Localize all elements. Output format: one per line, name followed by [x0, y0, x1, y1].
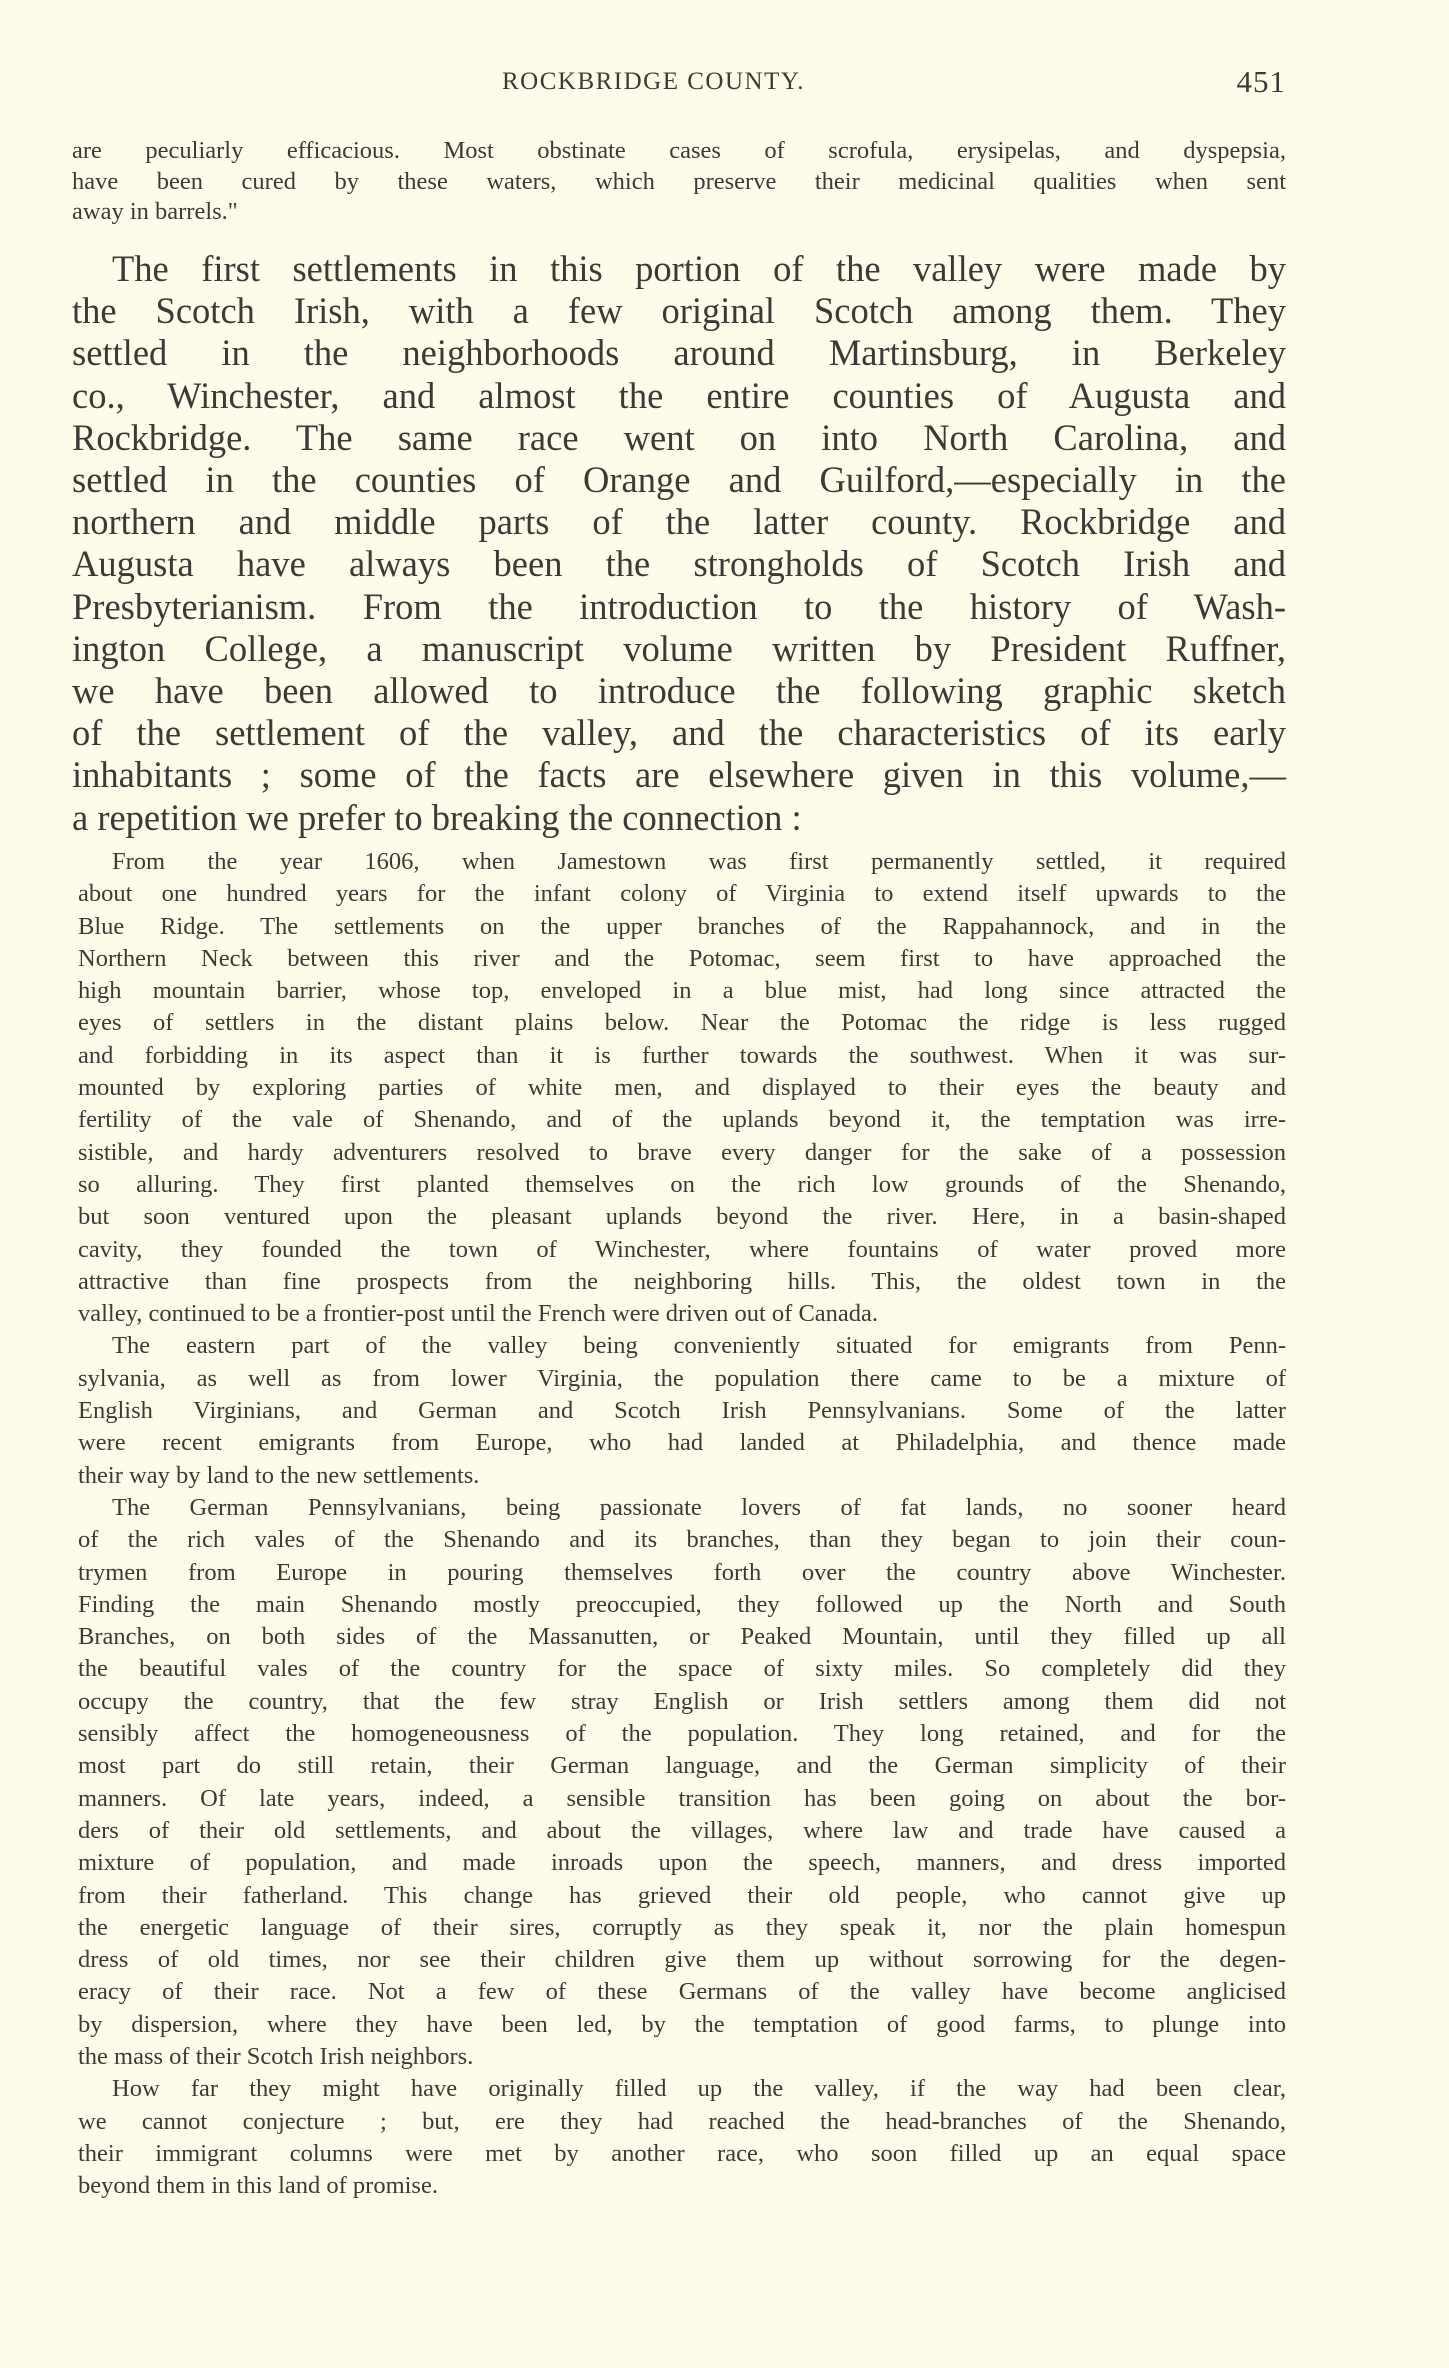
text-line: Northern Neck between this river and the Potomac, seem first to have approached the — [78, 944, 1286, 972]
page-number: 451 — [1236, 64, 1286, 99]
quote-paragraph-4 — [78, 2073, 1286, 2202]
text-line: How far they might have originally filled up the valley, if the way had been clear, — [112, 2075, 1286, 2103]
text-line: The German Pennsylvanians, being passionate lovers of fat lands, no sooner heard — [112, 1493, 1286, 1521]
text-line: trymen from Europe in pouring themselves forth over the country above Winchester. — [78, 1558, 1286, 1586]
text-line: inhabitants ; some of the facts are elsewhere given in this volume,— — [72, 754, 1286, 796]
running-title: ROCKBRIDGE COUNTY. — [502, 68, 805, 95]
text-line: The eastern part of the valley being conveniently situated for emigrants from Penn- — [112, 1332, 1286, 1360]
quote-paragraph-1 — [78, 846, 1286, 1330]
text-line: Branches, on both sides of the Massanutten, or Peaked Mountain, until they filled up all — [78, 1623, 1286, 1651]
text-line: Presbyterianism. From the introduction to the history of Wash- — [72, 585, 1286, 627]
text-line: away in barrels." — [72, 198, 238, 225]
text-line: attractive than fine prospects from the neighboring hills. This, the oldest town in the — [78, 1267, 1286, 1295]
text-line: the Scotch Irish, with a few original Scotch among them. They — [72, 290, 1286, 332]
text-line: From the year 1606, when Jamestown was first permanently settled, it required — [112, 848, 1286, 875]
text-line: sensibly affect the homogeneousness of the population. They long retained, and for the — [78, 1720, 1286, 1748]
text-line: mounted by exploring parties of white men, and displayed to their eyes the beauty and — [78, 1074, 1286, 1102]
text-line: eyes of settlers in the distant plains below. Near the Potomac the ridge is less rugged — [78, 1009, 1286, 1037]
text-line: Augusta have always been the strongholds of Scotch Irish and — [72, 543, 1286, 585]
text-line: of the rich vales of the Shenando and its branches, than they began to join their coun- — [78, 1526, 1286, 1554]
text-line: eracy of their race. Not a few of these Germans of the valley have become anglicised — [78, 1978, 1286, 2006]
text-line: beyond them in this land of promise. — [78, 2172, 438, 2200]
text-line: Finding the main Shenando mostly preoccupied, they followed up the North and South — [78, 1590, 1286, 1618]
text-line: their way by land to the new settlements. — [78, 1461, 480, 1489]
text-line: most part do still retain, their German language, and the German simplicity of their — [78, 1752, 1286, 1780]
quote-paragraph-2 — [78, 1330, 1286, 1491]
text-line: Rockbridge. The same race went on into North Carolina, and — [72, 416, 1286, 458]
text-line: so alluring. They first planted themselves on the rich low grounds of the Shenando, — [78, 1170, 1286, 1198]
text-line: the energetic language of their sires, corruptly as they speak it, nor the plain homespun — [78, 1913, 1286, 1941]
text-line: were recent emigrants from Europe, who had landed at Philadelphia, and thence made — [78, 1429, 1286, 1457]
text-line: manners. Of late years, indeed, a sensible transition has been going on about the bor- — [78, 1784, 1286, 1812]
quoted-extract — [78, 846, 1286, 2202]
text-line: valley, continued to be a frontier-post until the French were driven out of Canada. — [78, 1300, 879, 1328]
text-line: Blue Ridge. The settlements on the upper branches of the Rappahannock, and in the — [78, 912, 1286, 940]
text-line: but soon ventured upon the pleasant uplands beyond the river. Here, in a basin-shaped — [78, 1203, 1286, 1231]
text-line: settled in the counties of Orange and Guilford,—especially in the — [72, 459, 1286, 501]
text-line: The first settlements in this portion of the valley were made by — [112, 248, 1286, 289]
text-line: about one hundred years for the infant colony of Virginia to extend itself upwards to the — [78, 880, 1286, 908]
text-line: sylvania, as well as from lower Virginia, the population there came to be a mixture of — [78, 1364, 1286, 1392]
text-line: cavity, they founded the town of Winchester, where fountains of water proved more — [78, 1235, 1286, 1263]
text-line: sistible, and hardy adventurers resolved to brave every danger for the sake of a possession — [78, 1138, 1286, 1166]
continued-quote-text — [72, 136, 1286, 228]
text-line: from their fatherland. This change has grieved their old people, who cannot give up — [78, 1881, 1286, 1909]
text-line: high mountain barrier, whose top, enveloped in a blue mist, had long since attracted the — [78, 977, 1286, 1005]
text-line: by dispersion, where they have been led, by the temptation of good farms, to plunge into — [78, 2010, 1286, 2038]
text-line: settled in the neighborhoods around Martinsburg, in Berkeley — [72, 332, 1286, 374]
text-line: are peculiarly efficacious. Most obstinate cases of scrofula, erysipelas, and dyspepsia, — [72, 137, 1286, 164]
text-line: ders of their old settlements, and about the villages, where law and trade have caused a — [78, 1816, 1286, 1844]
quote-paragraph-3 — [78, 1492, 1286, 2073]
text-line: their immigrant columns were met by another race, who soon filled up an equal space — [78, 2139, 1286, 2167]
text-line: ington College, a manuscript volume written by President Ruffner, — [72, 627, 1286, 669]
text-line: northern and middle parts of the latter county. Rockbridge and — [72, 501, 1286, 543]
text-line: we have been allowed to introduce the following graphic sketch — [72, 670, 1286, 712]
text-line: the beautiful vales of the country for the space of sixty miles. So completely did they — [78, 1655, 1286, 1683]
text-line: mixture of population, and made inroads upon the speech, manners, and dress imported — [78, 1849, 1286, 1877]
text-line: fertility of the vale of Shenando, and of the uplands beyond it, the temptation was irre- — [78, 1106, 1286, 1134]
text-line: have been cured by these waters, which preserve their medicinal qualities when sent — [72, 167, 1286, 195]
main-paragraph — [72, 248, 1286, 839]
text-line: English Virginians, and German and Scotch Irish Pennsylvanians. Some of the latter — [78, 1397, 1286, 1425]
text-line: co., Winchester, and almost the entire counties of Augusta and — [72, 374, 1286, 416]
text-line: we cannot conjecture ; but, ere they had reached the head-branches of the Shenando, — [78, 2107, 1286, 2135]
text-line: of the settlement of the valley, and the characteristics of its early — [72, 712, 1286, 754]
text-line: occupy the country, that the few stray English or Irish settlers among them did not — [78, 1687, 1286, 1715]
text-line: and forbidding in its aspect than it is further towards the southwest. When it was sur- — [78, 1041, 1286, 1069]
text-line: the mass of their Scotch Irish neighbors. — [78, 2042, 474, 2070]
text-line: dress of old times, nor see their children give them up without sorrowing for the degen- — [78, 1946, 1286, 1974]
text-line: a repetition we prefer to breaking the connection : — [72, 796, 802, 838]
running-head — [72, 64, 1286, 104]
